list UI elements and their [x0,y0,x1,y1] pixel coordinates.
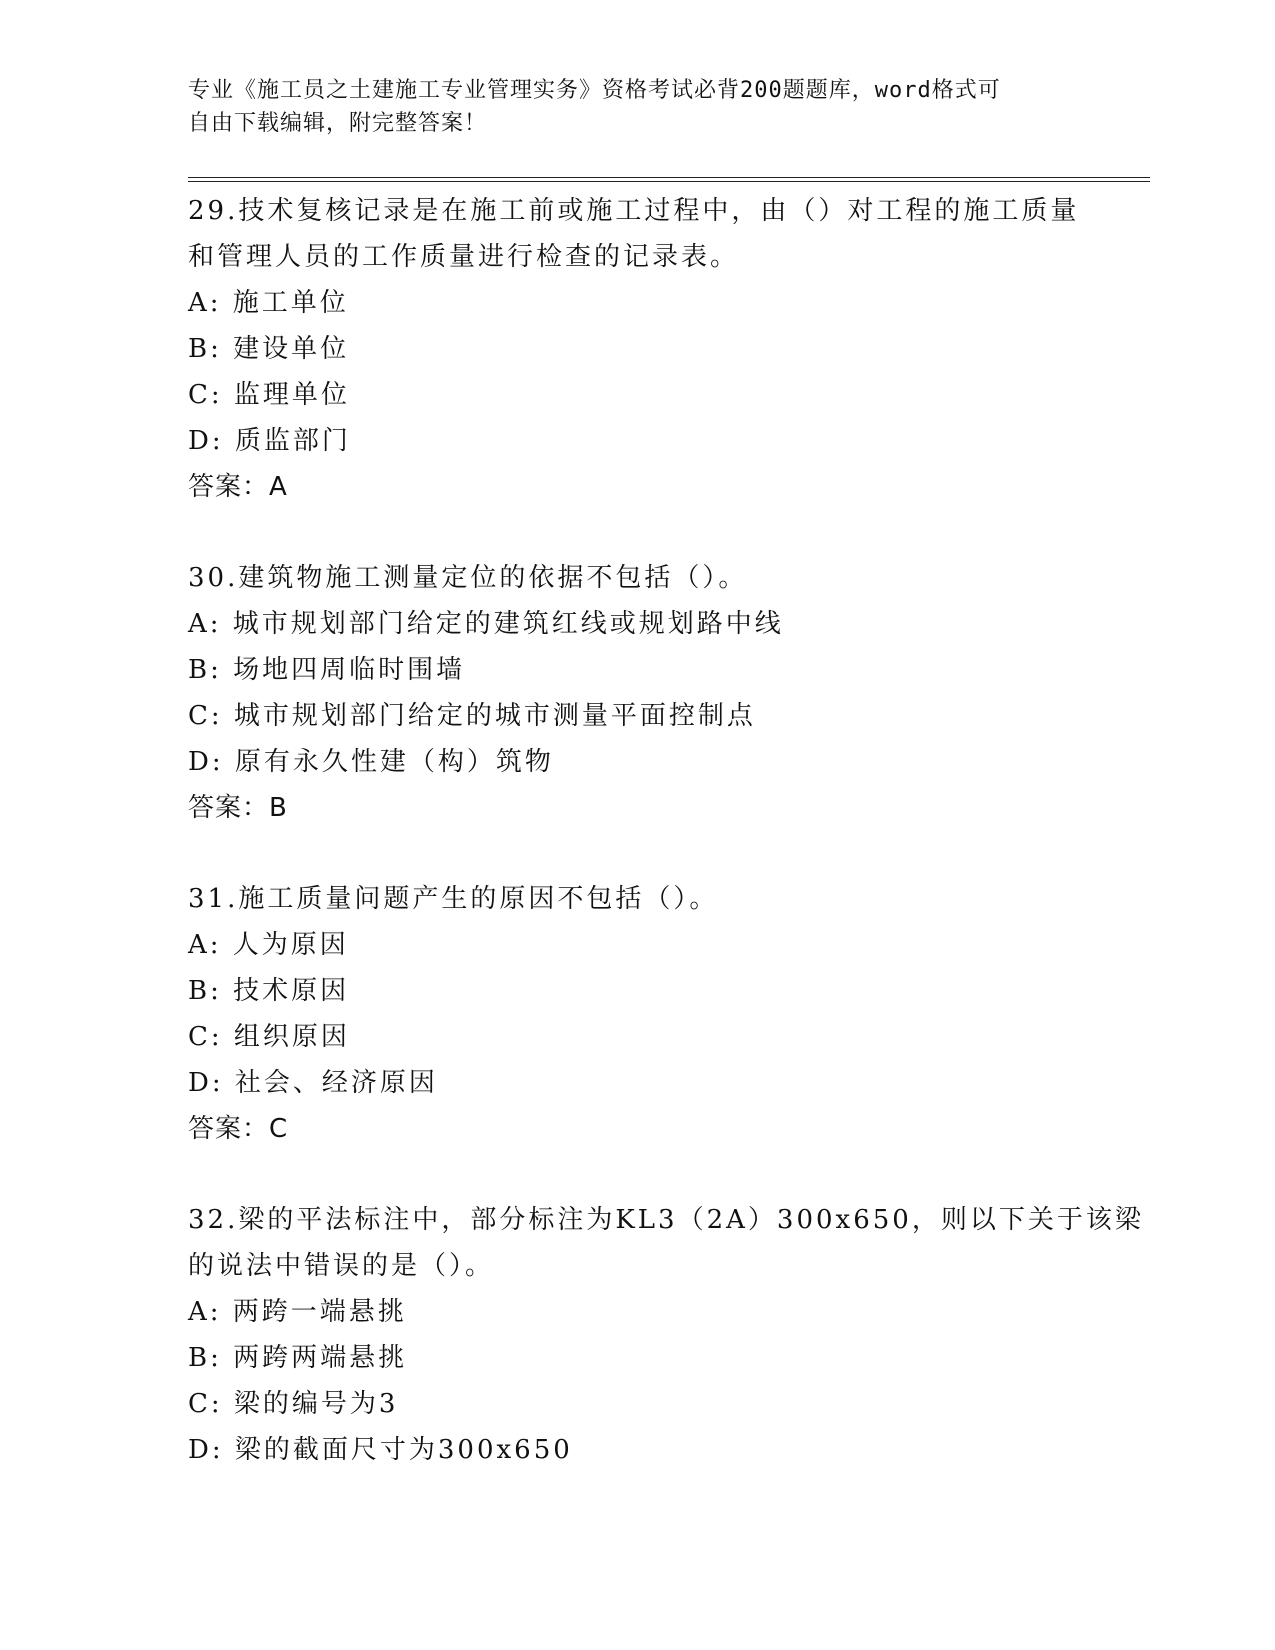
answer-line: 答案：B [188,793,288,823]
answer-line: 答案：C [188,1114,289,1144]
header-line-2: 自由下载编辑，附完整答案！ [188,111,488,136]
option-a: A: 施工单位 [188,288,349,318]
question-stem-line: 30.建筑物施工测量定位的依据不包括（）。 [188,563,748,593]
question-stem-line: 31.施工质量问题产生的原因不包括（）。 [188,884,719,914]
option-a: A: 人为原因 [188,930,349,960]
question-30 [188,555,1128,831]
option-b: B: 两跨两端悬挑 [188,1343,408,1373]
option-c: C: 组织原因 [188,1022,350,1052]
header-divider-bottom [188,181,1150,182]
option-a: A: 两跨一端悬挑 [188,1297,407,1327]
question-list [188,188,1144,1518]
question-stem-line: 29.技术复核记录是在施工前或施工过程中，由（）对工程的施工质量 [188,196,1080,226]
option-d: D: 质监部门 [188,426,351,456]
answer-line: 答案：A [188,472,288,502]
question-stem-line: 和管理人员的工作质量进行检查的记录表。 [188,242,740,272]
document-header [188,74,1088,140]
question-stem-line: 的说法中错误的是（）。 [188,1251,495,1281]
question-31 [188,876,1128,1152]
option-d: D: 原有永久性建（构）筑物 [188,747,554,777]
option-b: B: 技术原因 [188,976,350,1006]
option-c: C: 监理单位 [188,380,350,410]
header-line-1: 专业《施工员之土建施工专业管理实务》资格考试必背200题题库，word格式可 [188,78,1001,103]
option-d: D: 社会、经济原因 [188,1068,438,1098]
option-b: B: 场地四周临时围墙 [188,655,466,685]
option-a: A: 城市规划部门给定的建筑红线或规划路中线 [188,609,784,639]
question-stem-line: 32.梁的平法标注中，部分标注为KL3（2A）300x650，则以下关于该梁 [188,1205,1144,1235]
option-c: C: 城市规划部门给定的城市测量平面控制点 [188,701,756,731]
option-c: C: 梁的编号为3 [188,1389,399,1419]
option-d: D: 梁的截面尺寸为300x650 [188,1435,573,1465]
question-32 [188,1197,1144,1473]
option-b: B: 建设单位 [188,334,350,364]
question-29 [188,188,1128,510]
header-divider-top [188,177,1150,178]
